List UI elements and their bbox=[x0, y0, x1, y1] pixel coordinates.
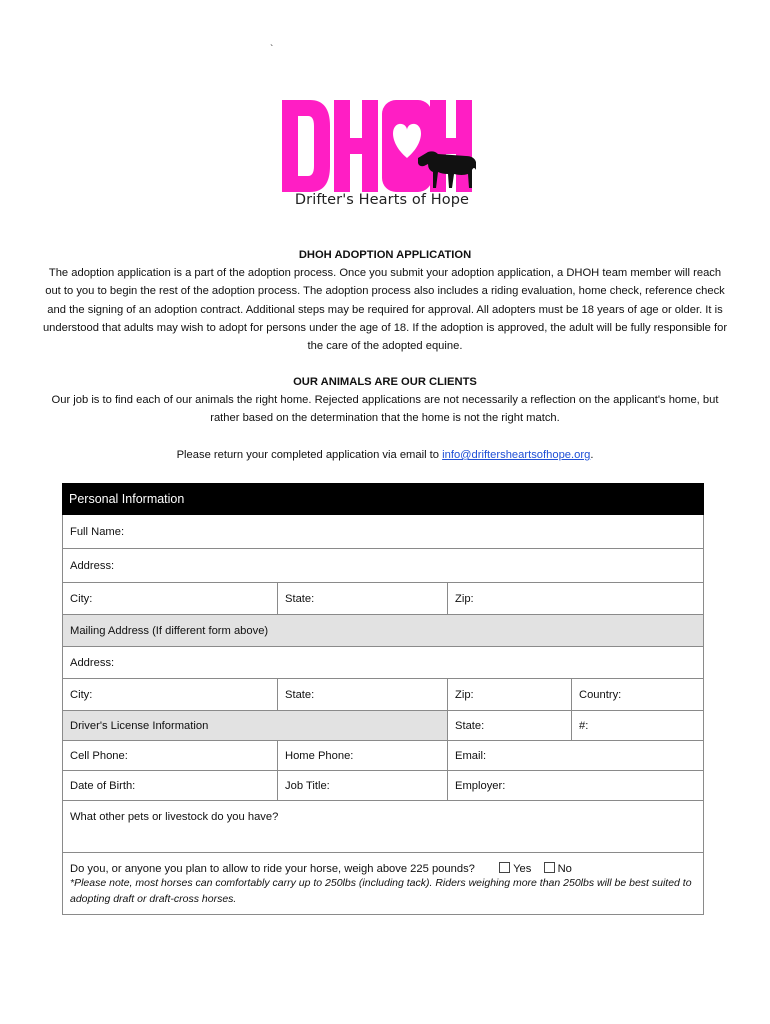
yes-label: Yes bbox=[513, 863, 532, 875]
mailing-address-field[interactable]: Address: bbox=[70, 656, 115, 669]
page-mark: ` bbox=[270, 44, 274, 55]
mailing-state-field[interactable]: State: bbox=[278, 679, 448, 710]
weight-cell bbox=[63, 853, 703, 914]
weight-note: *Please note, most horses can comfortably carry up to 250lbs (including tack). Riders weighing more than 250lbs will be best suited to adopting draft or draft-cross horses. bbox=[70, 877, 692, 905]
employer-field[interactable]: Employer: bbox=[455, 779, 506, 792]
license-header: Driver's License Information bbox=[63, 711, 448, 740]
no-label: No bbox=[557, 863, 572, 875]
full-name-row bbox=[62, 515, 704, 549]
clients-section bbox=[40, 373, 730, 428]
dob-field[interactable]: Date of Birth: bbox=[63, 771, 278, 800]
mailing-address-row bbox=[62, 647, 704, 679]
clients-paragraph: Our job is to find each of our animals the right home. Rejected applications are not necessarily a reflection on the applicant's home, but rather based on the determination that the home is not the right match. bbox=[51, 394, 719, 425]
dob-row bbox=[62, 771, 704, 801]
return-suffix: . bbox=[590, 449, 594, 461]
yes-checkbox[interactable] bbox=[499, 862, 510, 873]
application-title: DHOH ADOPTION APPLICATION bbox=[298, 249, 472, 261]
email-link[interactable]: info@driftersheartsofhope.org bbox=[442, 449, 591, 461]
address-row bbox=[62, 549, 704, 583]
license-number-field[interactable]: #: bbox=[579, 719, 589, 732]
license-state-field[interactable]: State: bbox=[448, 711, 572, 740]
section-title: Personal Information bbox=[69, 492, 185, 506]
email-field[interactable]: Email: bbox=[455, 749, 487, 762]
weight-row bbox=[62, 853, 704, 915]
address-field[interactable]: Address: bbox=[70, 559, 115, 572]
mailing-city-field[interactable]: City: bbox=[63, 679, 278, 710]
city-state-zip-row bbox=[62, 583, 704, 615]
mailing-zip-field[interactable]: Zip: bbox=[448, 679, 572, 710]
license-row bbox=[62, 711, 704, 741]
return-text: Please return your completed application via email to bbox=[176, 449, 443, 461]
personal-information-form bbox=[62, 483, 704, 915]
phone-row bbox=[62, 741, 704, 771]
state-field[interactable]: State: bbox=[278, 583, 448, 614]
home-phone-field[interactable]: Home Phone: bbox=[278, 741, 448, 770]
mailing-header: Mailing Address (If different form above) bbox=[70, 624, 269, 637]
weight-question: Do you, or anyone you plan to allow to ride your horse, weigh above 225 pounds? bbox=[70, 863, 475, 875]
city-field[interactable]: City: bbox=[63, 583, 278, 614]
mailing-city-row bbox=[62, 679, 704, 711]
return-instructions bbox=[40, 446, 730, 464]
section-header bbox=[62, 483, 704, 515]
intro-paragraph: The adoption application is a part of the adoption process. Once you submit your adoption application, a DHOH team member will reach out to you to begin the rest of the adoption process. The adoption process also includes a riding evaluation, home check, reference check and the signing of an adoption contract. Additional steps may be required for approval. All adopters must be 18 years of age or older. It is understood that adults may wish to adopt for persons under the age of 18. If the adoption is approved, the adult will be fully responsible for the care of the adopted equine. bbox=[42, 267, 728, 353]
dhoh-logo bbox=[272, 96, 492, 214]
job-title-field[interactable]: Job Title: bbox=[278, 771, 448, 800]
mailing-country-field[interactable]: Country: bbox=[579, 688, 622, 701]
pets-row bbox=[62, 801, 704, 853]
full-name-field[interactable]: Full Name: bbox=[70, 525, 125, 538]
zip-field[interactable]: Zip: bbox=[455, 592, 474, 605]
logo-tagline: Drifter's Hearts of Hope bbox=[294, 192, 470, 208]
no-checkbox[interactable] bbox=[544, 862, 555, 873]
dhoh-logo-graphic bbox=[278, 96, 478, 196]
mailing-header-row bbox=[62, 615, 704, 647]
cell-phone-field[interactable]: Cell Phone: bbox=[63, 741, 278, 770]
clients-title: OUR ANIMALS ARE OUR CLIENTS bbox=[293, 376, 477, 388]
pets-field[interactable]: What other pets or livestock do you have? bbox=[70, 811, 279, 823]
intro-section bbox=[40, 246, 730, 355]
